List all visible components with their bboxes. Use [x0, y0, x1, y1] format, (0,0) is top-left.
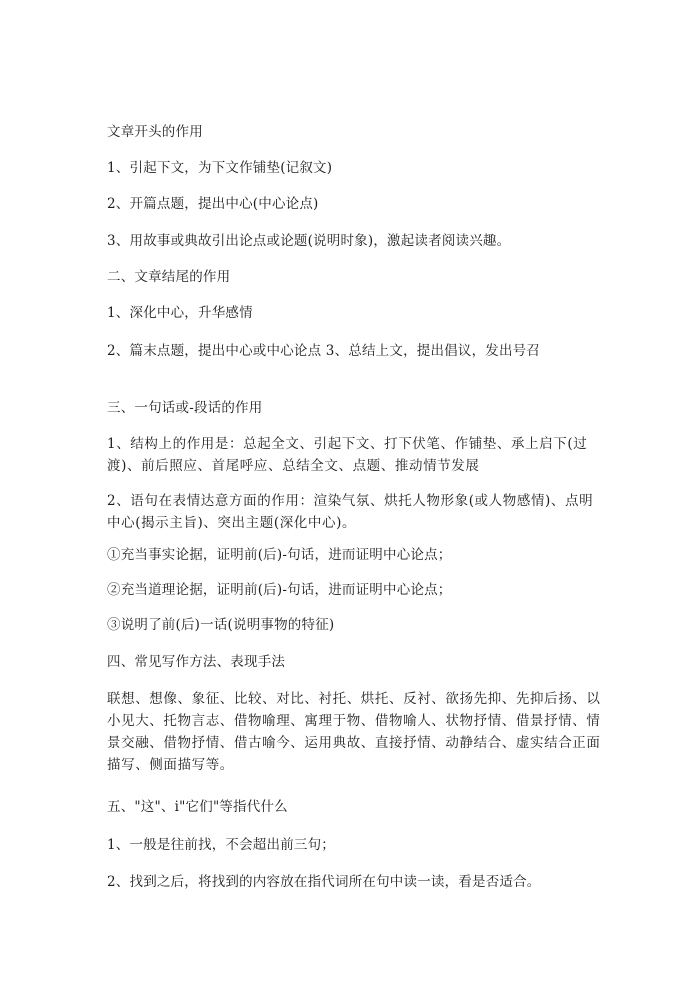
paragraph-2-2: 2、篇末点题，提出中心或中心论点 3、总结上文，提出倡议，发出号召	[107, 343, 541, 359]
paragraph-5-2: 2、找到之后，将找到的内容放在指代词所在句中读一读，看是否适合。	[107, 874, 541, 890]
section-heading-sentence-role: 三、一句话或-段话的作用	[107, 400, 263, 416]
paragraph-1-2: 2、开篇点题，提出中心(中心论点)	[107, 196, 319, 212]
paragraph-5-1: 1、一般是往前找，不会超出前三句；	[107, 837, 335, 853]
paragraph-3-1: 1、结构上的作用是：总起全文、引起下文、打下伏笔、作铺垫、承上启下(过渡)、前后照应、首尾呼应、总结全文、点题、推动情节发展	[107, 436, 588, 474]
section-heading-opening: 文章开头的作用	[107, 124, 203, 140]
section-heading-writing-methods: 四、常见写作方法、表现手法	[107, 654, 286, 670]
paragraph-1-1: 1、引起下文，为下文作铺垫(记叙文)	[107, 160, 333, 176]
paragraph-2-1: 1、深化中心，升华感情	[107, 305, 253, 321]
paragraph-3-3: ①充当事实论据，证明前(后)-句话，进而证明中心论点；	[107, 547, 452, 563]
paragraph-1-3: 3、用故事或典故引出论点或论题(说明时象)，激起读者阅读兴趣。	[107, 233, 511, 249]
section-heading-ending: 二、文章结尾的作用	[107, 269, 231, 285]
paragraph-3-4: ②充当道理论据，证明前(后)-句话，进而证明中心论点；	[107, 582, 452, 598]
section-heading-pronouns: 五、"这"、i"它们"等指代什么	[107, 799, 288, 815]
paragraph-3-2: 2、语句在表情达意方面的作用：渲染气氛、烘托人物形象(或人物感情)、点明中心(揭示主旨)、突出主题(深化中心)。	[107, 493, 594, 531]
paragraph-4-1: 联想、想像、象征、比较、对比、衬托、烘托、反衬、欲扬先抑、先抑后扬、以小见大、托物言志、借物喻理、寓理于物、借物喻人、状物抒情、借景抒情、情景交融、借物抒情、借古喻今、运用典故、直接抒情、动静结合、虚实结合正面描写、侧面描写等。	[107, 691, 601, 773]
paragraph-3-5: ③说明了前(后)一话(说明事物的特征)	[107, 617, 335, 633]
